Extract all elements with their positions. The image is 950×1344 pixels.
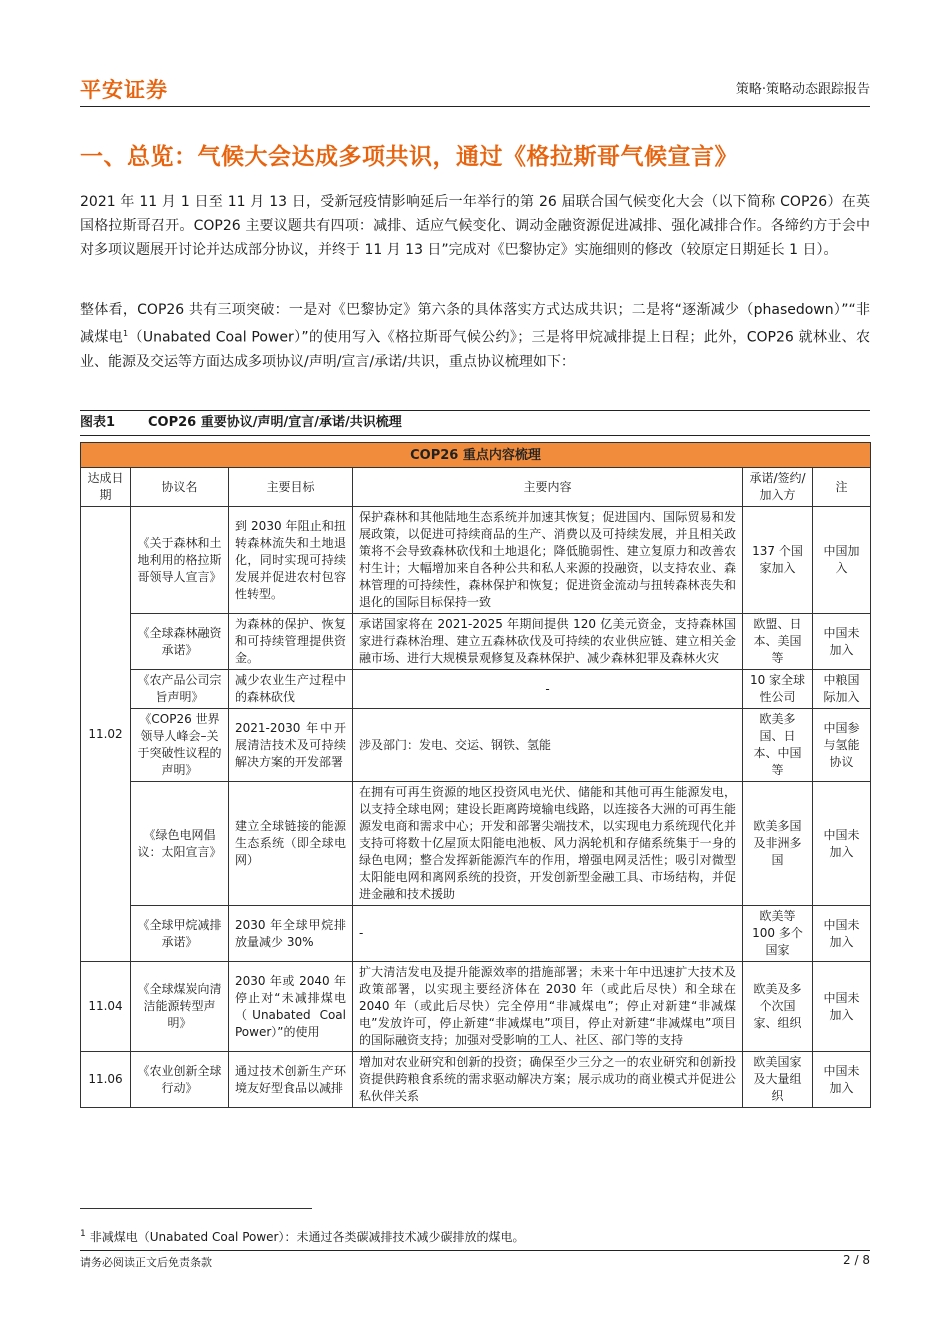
agreement-name: 《全球甲烷减排承诺》 xyxy=(131,906,229,962)
agreement-note: 中国参与氢能协议 xyxy=(813,709,871,782)
agreement-party: 欧美及多个次国家、组织 xyxy=(743,962,813,1052)
agreement-name: 《农产品公司宗旨声明》 xyxy=(131,670,229,709)
header-date: 达成日期 xyxy=(81,468,131,507)
agreement-name: 《全球森林融资承诺》 xyxy=(131,614,229,670)
agreement-note: 中国加入 xyxy=(813,507,871,614)
agreement-goal: 2030 年全球甲烷排放量减少 30% xyxy=(229,906,353,962)
page-number: 2 / 8 xyxy=(843,1253,870,1267)
table-row xyxy=(81,670,871,709)
footnote-text: 非减煤电（Unabated Coal Power）：未通过各类碳减排技术减少碳排放的煤电。 xyxy=(89,1230,525,1244)
agreement-name: 《关于森林和土地利用的格拉斯哥领导人宣言》 xyxy=(131,507,229,614)
agreement-content: 在拥有可再生资源的地区投资风电光伏、储能和其他可再生能源发电，以支持全球电网；建设长距离跨境输电线路，以连接各大洲的可再生能源发电商和需求中心；开发和部署尖端技术，以实现电力系统现代化并支持可将数十亿屋顶太阳能电池板、风力涡轮机和存储系统集于一身的绿色电网；整合发挥新能源汽车的作用，增强电网灵活性；吸引对微型太阳能电网和离网系统的投资，开发创新型金融工具、市场结构，并促进金融和技术援助 xyxy=(353,782,743,906)
footnote-divider xyxy=(80,1208,312,1209)
cop26-agreements-table xyxy=(80,442,871,1108)
disclaimer-notice: 请务必阅读正文后免责条款 xyxy=(80,1256,212,1269)
table-row xyxy=(81,709,871,782)
header-note: 注 xyxy=(813,468,871,507)
agreement-content: - xyxy=(353,906,743,962)
header-name: 协议名 xyxy=(131,468,229,507)
date-cell: 11.04 xyxy=(81,962,131,1052)
agreement-party: 欧美等 100 多个国家 xyxy=(743,906,813,962)
table-row xyxy=(81,782,871,906)
footnote xyxy=(80,1228,524,1245)
agreement-party: 137 个国家加入 xyxy=(743,507,813,614)
agreement-name: 《全球煤炭向清洁能源转型声明》 xyxy=(131,962,229,1052)
agreement-content: - xyxy=(353,670,743,709)
agreement-party: 10 家全球性公司 xyxy=(743,670,813,709)
agreement-party: 欧美多国及非洲多国 xyxy=(743,782,813,906)
table-row xyxy=(81,1052,871,1108)
agreement-goal: 2021-2030 年中开展清洁技术及可持续解决方案的开发部署 xyxy=(229,709,353,782)
page-header xyxy=(80,72,870,107)
paragraph-breakthroughs xyxy=(80,298,870,374)
figure-title: COP26 重要协议/声明/宣言/承诺/共识梳理 xyxy=(148,415,402,430)
agreement-content: 承诺国家将在 2021-2025 年期间提供 120 亿美元资金，支持森林国家进行森林治理、建立五森林砍伐及可持续的农业供应链、建立相关金融市场、进行大规模景观修复及森林保护、减少森林犯罪及森林火灾 xyxy=(353,614,743,670)
footnote-marker: 1 xyxy=(80,1229,86,1239)
agreement-name: 《COP26 世界领导人峰会–关于突破性议程的声明》 xyxy=(131,709,229,782)
header-content: 主要内容 xyxy=(353,468,743,507)
agreement-goal: 为森林的保护、恢复和可持续管理提供资金。 xyxy=(229,614,353,670)
figure-number: 图表1 xyxy=(80,415,116,430)
agreement-note: 中国未加入 xyxy=(813,782,871,906)
agreement-note: 中粮国际加入 xyxy=(813,670,871,709)
agreement-note: 中国未加入 xyxy=(813,906,871,962)
paragraph-breakthroughs-part2: （Unabated Coal Power）”的使用写入《格拉斯哥气候公约》；三是将甲烷减排提上日程；此外，COP26 就林业、农业、能源及交运等方面达成多项协议/声明/宣言/承诺/共识，重点协议梳理如下： xyxy=(80,329,870,370)
agreement-goal: 减少农业生产过程中的森林砍伐 xyxy=(229,670,353,709)
table-row xyxy=(81,906,871,962)
agreement-party: 欧盟、日本、美国等 xyxy=(743,614,813,670)
table-header-row xyxy=(81,468,871,507)
report-type: 策略·策略动态跟踪报告 xyxy=(735,82,870,97)
agreement-note: 中国未加入 xyxy=(813,614,871,670)
paragraph-overview: 2021 年 11 月 1 日至 11 月 13 日，受新冠疫情影响延后一年举行的第 26 届联合国气候变化大会（以下简称 COP26）在英国格拉斯哥召开。COP26 主要议题共有四项：减排、适应气候变化、调动金融资源促进减排、强化减排合作。各缔约方于会中对多项议题展开讨论并达成部分协议，并终于 11 月 13 日”完成对《巴黎协定》实施细则的修改（较原定日期延长 1 日）。 xyxy=(80,194,870,258)
agreement-content: 涉及部门：发电、交运、钢铁、氢能 xyxy=(353,709,743,782)
agreement-party: 欧美多国、日本、中国等 xyxy=(743,709,813,782)
agreement-note: 中国未加入 xyxy=(813,1052,871,1108)
footnote-ref[interactable]: 1 xyxy=(123,329,129,338)
agreement-party: 欧美国家及大量组织 xyxy=(743,1052,813,1108)
agreement-name: 《农业创新全球行动》 xyxy=(131,1052,229,1108)
date-cell: 11.06 xyxy=(81,1052,131,1108)
agreement-goal: 2030 年或 2040 年停止对“未减排煤电（Unabated Coal Power）”的使用 xyxy=(229,962,353,1052)
section-title: 一、总览：气候大会达成多项共识，通过《格拉斯哥气候宣言》 xyxy=(80,144,738,170)
agreement-goal: 建立全球链接的能源生态系统（即全球电网） xyxy=(229,782,353,906)
company-logo: 平安证券 xyxy=(80,78,168,102)
agreement-name: 《绿色电网倡议：太阳宣言》 xyxy=(131,782,229,906)
table-row xyxy=(81,507,871,614)
agreement-goal: 通过技术创新生产环境友好型食品以减排 xyxy=(229,1052,353,1108)
table-row xyxy=(81,962,871,1052)
header-goal: 主要目标 xyxy=(229,468,353,507)
table-banner: COP26 重点内容梳理 xyxy=(81,443,871,468)
agreement-content: 扩大清洁发电及提升能源效率的措施部署；未来十年中迅速扩大技术及政策部署，以实现主要经济体在 2030 年（或此后尽快）和全球在 2040 年（或此后尽快）完全停用“非减煤电”；停止对新建“非减煤电”发放许可，停止新建“非减煤电”项目，停止对新建“非减煤电”项目的国际融资支持；加强对受影响的工人、社区、部门等的支持 xyxy=(353,962,743,1052)
paragraph-breakthroughs-part1: 整体看，COP26 共有三项突破：一是对《巴黎协定》第六条的具体落实方式达成共识；二是将“逐渐减少（phasedown）”“非减煤电 xyxy=(80,302,870,346)
agreement-goal: 到 2030 年阻止和扭转森林流失和土地退化，同时实现可持续发展并促进农村包容性转型。 xyxy=(229,507,353,614)
agreement-content: 保护森林和其他陆地生态系统并加速其恢复；促进国内、国际贸易和发展政策，以促进可持续商品的生产、消费以及可持续发展，并且相关政策将不会导致森林砍伐和土地退化；降低脆弱性、建立复原力和改善农村生计；大幅增加来自各种公共和私人来源的投融资，以支持农业、森林管理的可持续性，森林保护和恢复；促进资金流动与扭转森林丧失和退化的国际目标保持一致 xyxy=(353,507,743,614)
page-footer xyxy=(80,1250,870,1269)
figure-caption xyxy=(80,410,870,436)
agreement-content: 增加对农业研究和创新的投资；确保至少三分之一的农业研究和创新投资提供跨粮食系统的需求驱动解决方案；展示成功的商业模式并促进公私伙伴关系 xyxy=(353,1052,743,1108)
header-party: 承诺/签约/加入方 xyxy=(743,468,813,507)
agreement-note: 中国未加入 xyxy=(813,962,871,1052)
date-cell: 11.02 xyxy=(81,507,131,962)
table-row xyxy=(81,614,871,670)
